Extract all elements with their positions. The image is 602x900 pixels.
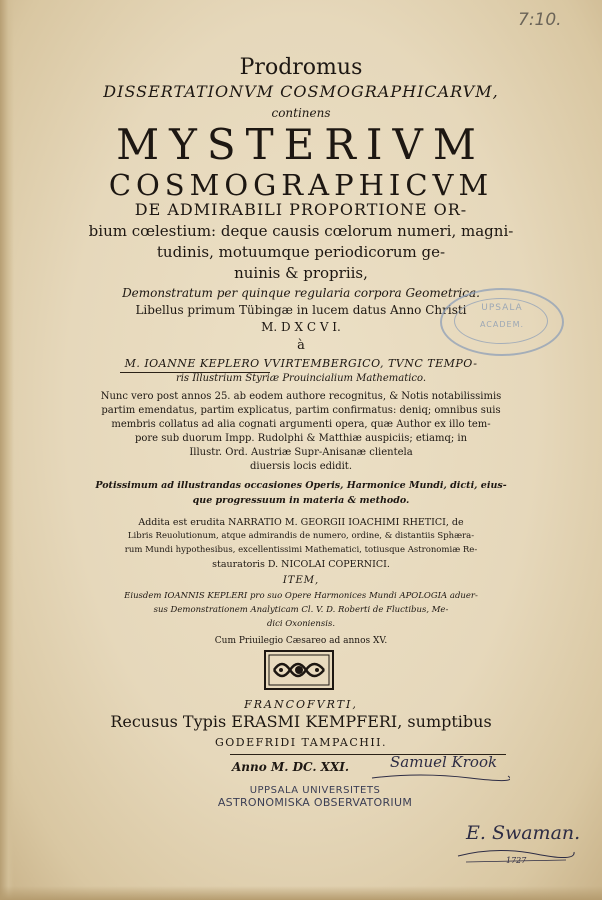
addita-line-2: Libris Reuolutionum, atque admirandis de numero, ordine, & distantiis Sphæra- (127, 531, 475, 541)
nunc-vero-line-5: Illustr. Ord. Austriæ Supr-Anisanæ clientela (189, 447, 413, 458)
nunc-vero-line-1: Nunc vero post annos 25. ab eodem authore recognitus, & Notis notabilissimis (100, 391, 502, 402)
imprint-anno: Anno M. DC. XXI. (232, 760, 350, 774)
a-letter: à (297, 338, 305, 353)
nunc-vero-line-6: diuersis locis edidit. (249, 461, 353, 472)
owner-signature-krook: Samuel Krook (390, 753, 498, 771)
eiusdem-line-3: dici Oxoniensis. (266, 619, 336, 629)
nunc-vero-line-3: membris collatus ad alia cognati argumenti opera, quæ Author ex illo tem- (111, 419, 491, 430)
library-stamp (205, 785, 425, 809)
demonstratum-line: Demonstratum per quinque regularia corpora Geometrica. (122, 286, 480, 300)
de-admirabili-line: DE ADMIRABILI PROPORTIONE OR- (134, 200, 468, 219)
title-line-2: tudinis, motuumque periodicorum ge- (156, 243, 446, 261)
author-line-2: ris Illustrium Styriæ Prouincialium Mathematico. (175, 373, 427, 384)
addita-line-1: Addita est erudita NARRATIO M. GEORGII IOACHIMI RHETICI, de (138, 517, 464, 528)
continens-line: continens (271, 106, 331, 120)
page-bottom-shadow (0, 886, 602, 900)
signature-year: 1727 (506, 856, 527, 865)
potissimum-line-2: que progressuum in materia & methodo. (192, 495, 410, 506)
addita-line-3: rum Mundi hypothesibus, excellentissimi Mathematici, totiusque Astronomiæ Re- (124, 545, 478, 555)
privilegio-line: Cum Priuilegio Cæsareo ad annos XV. (214, 636, 388, 646)
oval-stamp-line-1: UPSALA (481, 303, 523, 313)
nunc-vero-line-4: pore sub duorum Impp. Rudolphi & Matthiæ auspiciis; etiamq; in (134, 433, 468, 444)
libellus-line-1: Libellus primum Tübingæ in lucem datus Anno Christi (135, 303, 467, 317)
owner-signature-swaman: E. Swaman. (466, 822, 581, 844)
author-line-1: M. IOANNE KEPLERO VVIRTEMBERGICO, TVNC TEMPO- (124, 357, 478, 370)
library-stamp-line-1: UPPSALA UNIVERSITETS (249, 785, 381, 796)
eiusdem-line-1: Eiusdem IOANNIS KEPLERI pro suo Opere Harmonices Mundi APOLOGIA aduer- (124, 591, 478, 601)
oval-stamp-line-2: ACADEM. (479, 320, 525, 329)
library-stamp-line-2: ASTRONOMISKA OBSERVATORIUM (217, 796, 413, 809)
item-line: ITEM, (282, 575, 320, 586)
shelfmark: 7:10. (518, 10, 562, 30)
imprint-recusus: Recusus Typis ERASMI KEMPFERI, sumptibus (110, 712, 492, 731)
imprint-city: FRANCOFVRTI, (244, 698, 358, 711)
prodromus-heading: Prodromus (239, 55, 363, 80)
printers-ornament-icon (264, 650, 334, 690)
title-line-3: nuinis & propriis, (234, 264, 368, 282)
nunc-vero-line-2: partim emendatus, partim explicatus, partim confirmatus: deniq; omnibus suis (101, 405, 501, 416)
oval-library-stamp (440, 288, 564, 356)
cosmographicum-heading: COSMOGRAPHICVM (108, 168, 494, 202)
signature-flourish-icon (370, 770, 510, 782)
mysterium-heading: MYSTERIVM (116, 120, 486, 169)
addita-line-4: stauratoris D. NICOLAI COPERNICI. (212, 559, 390, 570)
libellus-line-2: M. D X C V I. (261, 320, 341, 334)
title-line-1: bium cœlestium: deque causis cœlorum numeri, magni- (88, 222, 514, 240)
potissimum-line-1: Potissimum ad illustrandas occasiones Operis, Harmonice Mundi, dicti, eius- (95, 480, 507, 491)
imprint-godefridi: GODEFRIDI TAMPACHII. (214, 736, 388, 749)
dissertationum-line: DISSERTATIONVM COSMOGRAPHICARVM, (103, 82, 499, 101)
eiusdem-line-2: sus Demonstrationem Analyticam Cl. V. D. Roberti de Fluctibus, Me- (153, 605, 449, 615)
